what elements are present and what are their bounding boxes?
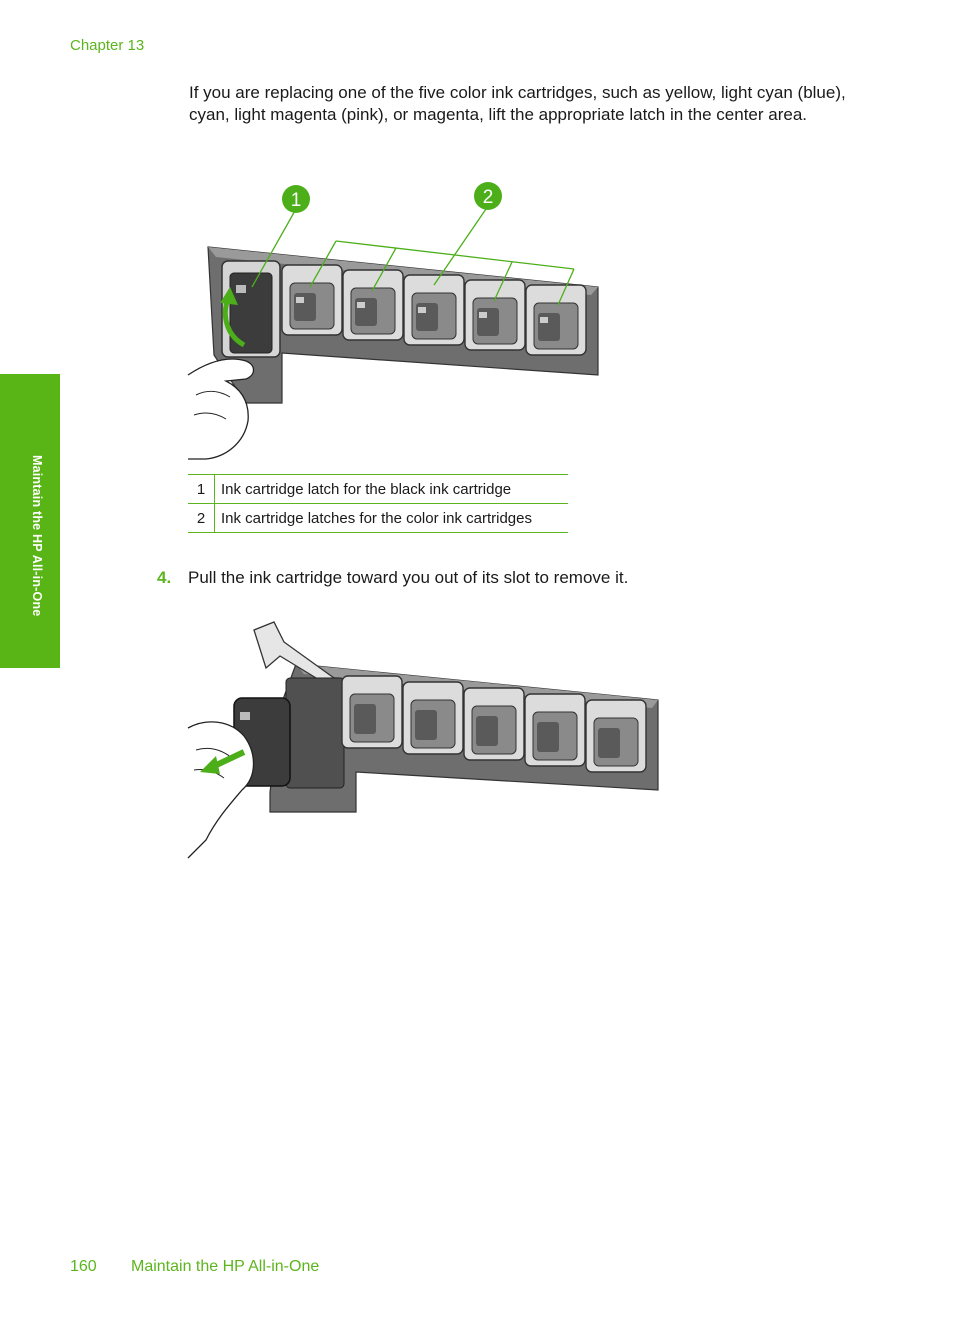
footer-title: Maintain the HP All-in-One [131,1258,320,1275]
table-row [188,475,568,504]
table-row [188,504,568,533]
footer-page-number: 160 [70,1258,97,1275]
side-tab-label: Maintain the HP All-in-One [30,455,44,617]
figure-remove-cartridge [186,612,661,862]
step-text: Pull the ink cartridge toward you out of its slot to remove it. [188,568,629,587]
svg-text:2: 2 [482,187,494,208]
callout-1 [282,185,310,213]
step-number: 4. [157,568,172,587]
legend-text: Ink cartridge latch for the black ink cartridge [215,475,569,504]
legend-number: 2 [188,504,215,533]
step-4 [157,568,628,588]
legend-text: Ink cartridge latches for the color ink cartridges [215,504,569,533]
legend-number: 1 [188,475,215,504]
svg-text:1: 1 [290,190,302,211]
intro-paragraph: If you are replacing one of the five color ink cartridges, such as yellow, light cyan (blue), cyan, light magenta (pink), or magenta, lift the appropriate latch in the center area. [189,83,846,124]
callout-2 [474,182,502,210]
chapter-label: Chapter 13 [70,37,145,54]
callout-legend-table [188,474,568,533]
figure-lift-latch [186,175,606,460]
